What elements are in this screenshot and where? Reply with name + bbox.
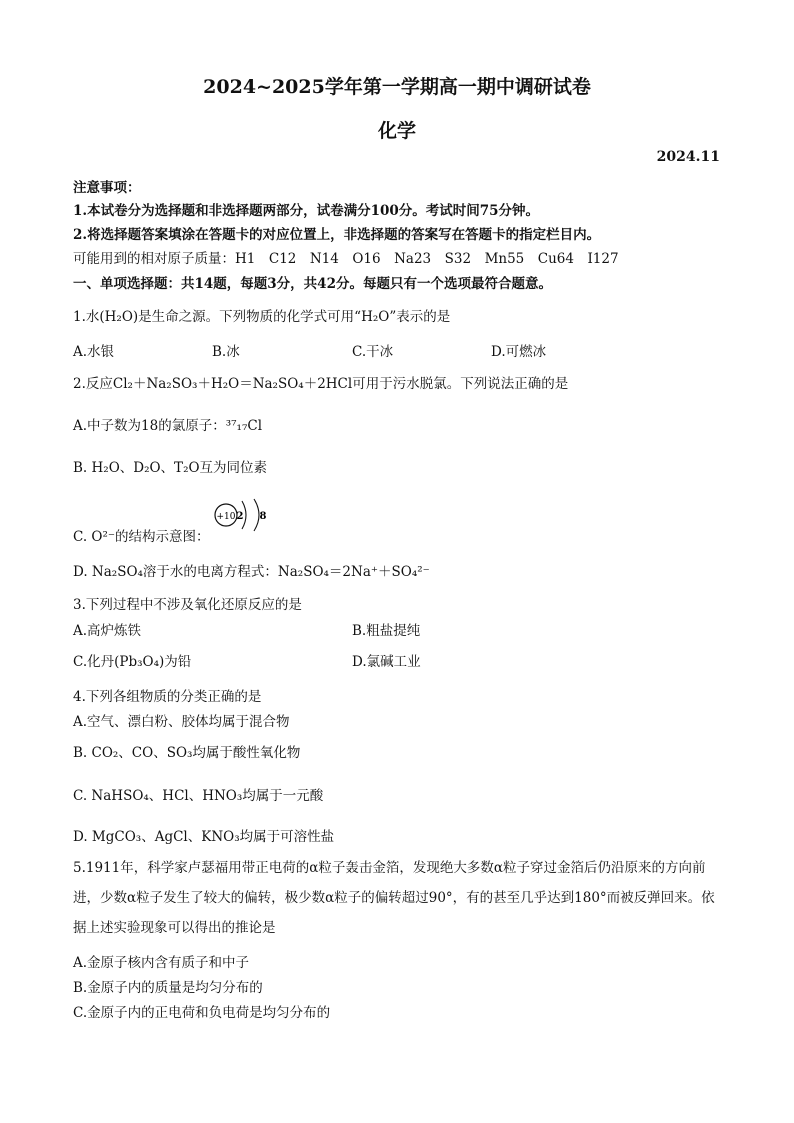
question-1-option-d: D.可燃冰 [491,344,547,360]
question-5-option-a: A.金原子核内含有质子和中子 [73,955,250,971]
question-4-option-d: D. MgCO₃、AgCl、KNO₃均属于可溶性盐 [73,829,335,845]
question-3-option-a: A.高炉炼铁 [73,623,142,639]
notes-item-2: 2.将选择题答案填涂在答题卡的对应位置上，非选择题的答案写在答题卡的指定栏目内。 [73,227,601,243]
question-1-stem: 1.水(H₂O)是生命之源。下列物质的化学式可用“H₂O”表示的是 [73,309,451,325]
notes-item-1: 1.本试卷分为选择题和非选择题两部分，试卷满分100分。考试时间75分钟。 [73,203,540,219]
question-4-option-c: C. NaHSO₄、HCl、HNO₃均属于一元酸 [73,788,324,804]
question-4-option-a: A.空气、漂白粉、胶体均属于混合物 [73,714,290,730]
question-1-option-b: B.冰 [212,344,240,360]
question-5-option-b: B.金原子内的质量是均匀分布的 [73,980,263,996]
oxide-ion-structure-diagram [212,495,272,535]
atomic-masses: 可能用到的相对原子质量：H1 C12 N14 O16 Na23 S32 Mn55 Cu64 I127 [73,251,619,267]
question-2-option-a: A.中子数为18的氯原子：³⁷₁₇Cl [73,418,263,434]
electron-shell-1-count: 2 [236,511,244,522]
nucleus-charge: +10 [216,512,236,522]
question-2-option-b: B. H₂O、D₂O、T₂O互为同位素 [73,460,268,476]
question-1-option-c: C.干冰 [352,344,394,360]
exam-subject: 化学 [377,120,416,142]
question-1-option-a: A.水银 [73,344,115,360]
question-4-stem: 4.下列各组物质的分类正确的是 [73,689,262,705]
question-2-option-d: D. Na₂SO₄溶于水的电离方程式：Na₂SO₄＝2Na⁺＋SO₄²⁻ [73,564,430,580]
question-3-option-c: C.化丹(Pb₃O₄)为铅 [73,654,192,670]
question-3-option-b: B.粗盐提纯 [352,623,421,639]
electron-shell-2-count: 8 [259,511,267,522]
question-5-stem: 5.1911年，科学家卢瑟福用带正电荷的α粒子轰击金箔，发现绝大多数α粒子穿过金箔后仍沿原来的方向前进，少数α粒子发生了较大的偏转，极少数α粒子的偏转超过90°，有的甚至几乎达到180°而被反弹回来。依据上述实验现象可以得出的推论是 [73,860,715,936]
question-3-option-d: D.氯碱工业 [352,654,421,670]
exam-title: 2024~2025学年第一学期高一期中调研试卷 [203,76,591,98]
notes-heading: 注意事项： [73,180,141,196]
question-2-option-c: C. O²⁻的结构示意图： [73,529,210,545]
question-4-option-b: B. CO₂、CO、SO₃均属于酸性氧化物 [73,745,301,761]
question-5-option-c: C.金原子内的正电荷和负电荷是均匀分布的 [73,1005,331,1021]
question-3-stem: 3.下列过程中不涉及氧化还原反应的是 [73,597,302,613]
section-heading: 一、单项选择题：共14题，每题3分，共42分。每题只有一个选项最符合题意。 [73,276,552,292]
question-2-stem: 2.反应Cl₂＋Na₂SO₃＋H₂O＝Na₂SO₄＋2HCl可用于污水脱氯。下列说法正确的是 [73,376,569,392]
electron-shell-2-arc [254,499,259,531]
exam-date: 2024.11 [656,149,720,165]
